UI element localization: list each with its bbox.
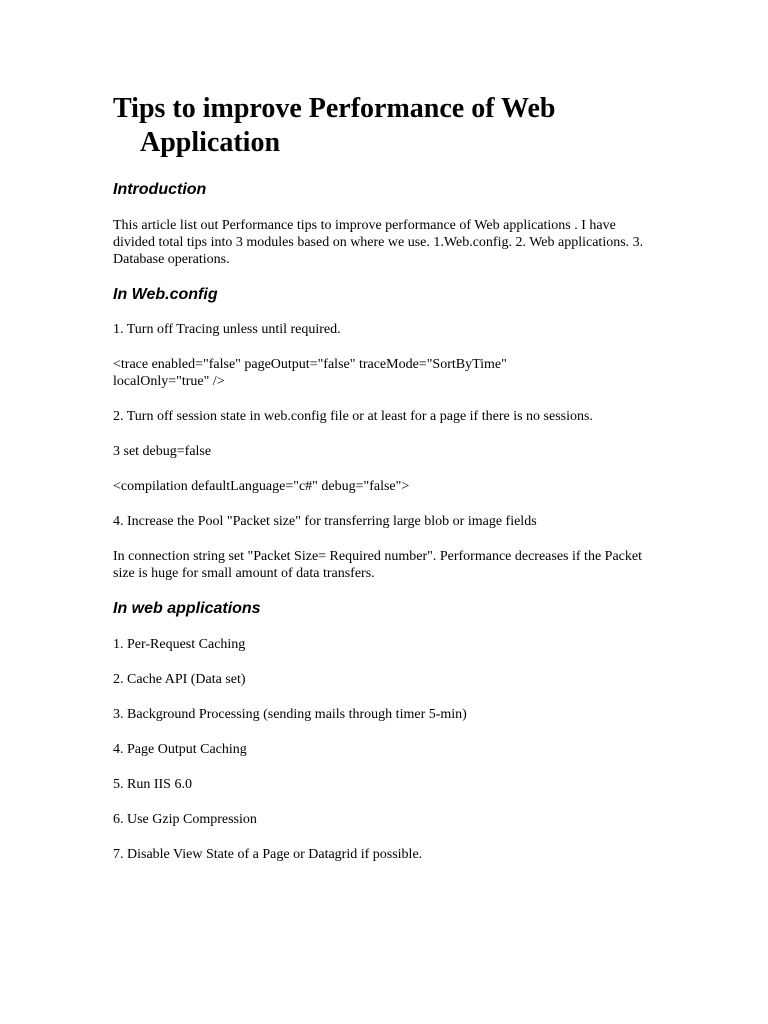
web-app-item: 1. Per-Request Caching <box>113 637 246 652</box>
section-heading-web-applications: In web applications <box>113 600 261 617</box>
web-app-item: 4. Page Output Caching <box>113 742 247 757</box>
web-app-item: 3. Background Processing (sending mails through timer 5-min) <box>113 707 467 722</box>
web-app-item: 7. Disable View State of a Page or Datagrid if possible. <box>113 847 423 862</box>
section-heading-web-config: In Web.config <box>113 286 218 303</box>
web-config-item: In connection string set "Packet Size= Required number". Performance decreases if the Packet size is huge for small amount of data transfers. <box>113 549 642 581</box>
web-config-item: 4. Increase the Pool "Packet size" for transferring large blob or image fields <box>113 514 537 529</box>
web-app-item: 5. Run IIS 6.0 <box>113 777 192 792</box>
web-config-code-trace: <trace enabled="false" pageOutput="false" traceMode="SortByTime" localOnly="true" /> <box>113 357 507 389</box>
document-title: Tips to improve Performance of Web Application <box>113 93 556 158</box>
web-config-item: 1. Turn off Tracing unless until required. <box>113 322 341 337</box>
web-config-item: 3 set debug=false <box>113 444 212 459</box>
web-config-item: 2. Turn off session state in web.config file or at least for a page if there is no sessions. <box>113 409 593 424</box>
web-app-item: 2. Cache API (Data set) <box>113 672 246 687</box>
document-page <box>113 92 658 881</box>
introduction-paragraph: This article list out Performance tips to improve performance of Web applications . I have divided total tips into 3 modules based on where we use. 1.Web.config. 2. Web applications. 3. Database operations. <box>113 218 644 267</box>
web-app-item: 6. Use Gzip Compression <box>113 812 257 827</box>
web-config-code-compilation: <compilation defaultLanguage="c#" debug="false"> <box>113 479 410 494</box>
section-heading-introduction: Introduction <box>113 181 207 198</box>
